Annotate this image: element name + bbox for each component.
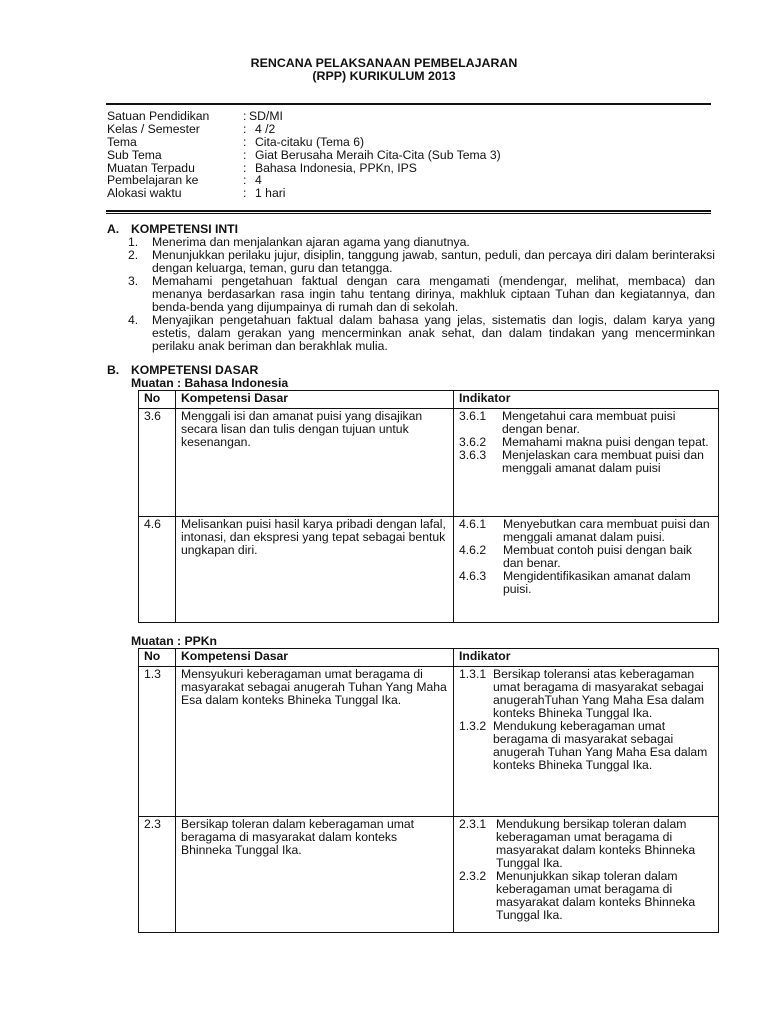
list-item — [128, 275, 715, 314]
divider-double-top — [106, 210, 711, 212]
list-item-text: Menunjukkan perilaku jujur, disiplin, tanggung jawab, santun, peduli, dan percaya diri dalam berinteraksi dengan keluarga, teman, guru dan tetangga. — [152, 248, 715, 275]
identity-key: Satuan Pendidikan — [107, 109, 210, 123]
cell-kompetensi-dasar: Mensyukuri keberagaman umat beragama di masyarakat sebagai anugerah Tuhan Yang Maha Esa dalam konteks Bhineka Tunggal Ika. — [176, 667, 454, 817]
list-item-number: 1. — [128, 235, 139, 249]
identity-value: 4 — [255, 173, 262, 188]
identity-value: Bahasa Indonesia, PPKn, IPS — [255, 160, 417, 175]
list-item-text: Menerima dan menjalankan ajaran agama yang dianutnya. — [152, 235, 470, 249]
indicator-number: 4.6.3 — [459, 569, 487, 583]
indicator-number: 4.6.2 — [459, 543, 487, 557]
table-header-row — [139, 649, 719, 667]
section-b-letter: B. — [107, 363, 120, 377]
identity-value: 4 /2 — [255, 121, 276, 136]
table-bahasa-indonesia — [138, 390, 719, 623]
section-a-letter: A. — [107, 222, 120, 236]
identity-colon: : — [243, 186, 247, 201]
indicator-number: 2.3.1 — [459, 817, 487, 831]
list-item-number: 3. — [128, 274, 139, 288]
identity-colon: : — [243, 121, 247, 136]
indicator-text: Menunjukkan sikap toleran dalam keberagaman umat beragama di masyarakat dalam konteks Bhinneka Tunggal Ika. — [496, 869, 696, 922]
identity-key: Alokasi waktu — [107, 186, 182, 201]
identity-value: Giat Berusaha Meraih Cita-Cita (Sub Tema 3) — [255, 147, 501, 162]
indicator-item — [459, 518, 713, 544]
cell-indikator — [454, 667, 719, 817]
cell-kompetensi-dasar: Bersikap toleran dalam keberagaman umat beragama di masyarakat dalam konteks Bhinneka Tunggal Ika. — [176, 817, 454, 933]
indicator-number: 4.6.1 — [459, 517, 487, 531]
indicator-number: 3.6.2 — [459, 435, 487, 449]
indicator-number: 3.6.3 — [459, 448, 487, 462]
cell-no: 3.6 — [139, 409, 176, 517]
section-b-title: KOMPETENSI DASAR — [131, 363, 259, 377]
indicator-text: Bersikap toleransi atas keberagaman umat beragama di masyarakat sebagai anugerahTuhan Yang Maha Esa dalam konteks Bhineka Tunggal Ika. — [493, 667, 705, 720]
identity-colon: : — [243, 147, 247, 162]
section-a-title: KOMPETENSI INTI — [131, 222, 238, 236]
list-item-number: 2. — [128, 248, 139, 262]
indicator-text: Membuat contoh puisi dengan baik dan benar. — [503, 543, 693, 570]
identity-key: Kelas / Semester — [107, 121, 200, 136]
identity-value: 1 hari — [255, 186, 286, 201]
cell-indikator — [454, 409, 719, 517]
indicator-text: Mengetahui cara membuat puisi dengan benar. — [502, 409, 676, 436]
identity-value: SD/MI — [249, 109, 283, 123]
cell-indikator — [454, 517, 719, 623]
identity-key: Muatan Terpadu — [107, 160, 195, 175]
indicator-text: Menjelaskan cara membuat puisi dan menggali amanat dalam puisi — [502, 448, 704, 475]
cell-indikator — [454, 817, 719, 933]
column-header-kd: Kompetensi Dasar — [176, 391, 454, 409]
indicator-text: Menyebutkan cara membuat puisi dan menggali amanat dalam puisi. — [503, 517, 710, 544]
indicator-text: Mendukung bersikap toleran dalam keberagaman umat beragama di masyarakat dalam konteks Bhinneka Tunggal Ika. — [496, 817, 696, 870]
list-item-text: Memahami pengetahuan faktual dengan cara mengamati (mendengar, melihat, membaca) dan menanya berdasarkan rasa ingin tahu tentang dirinya, makhluk ciptaan Tuhan dan kegiatannya, dan benda-benda yang dijumpainya di rumah dan di sekolah. — [152, 274, 715, 314]
column-header-indikator: Indikator — [454, 391, 719, 409]
identity-colon: : — [243, 134, 247, 149]
indicator-item — [459, 410, 713, 436]
indicator-text: Mendukung keberagaman umat beragama di masyarakat sebagai anugerah Tuhan Yang Maha Esa dalam konteks Bhineka Tunggal Ika. — [493, 719, 708, 772]
indicator-number: 3.6.1 — [459, 409, 487, 423]
identity-value: Cita-citaku (Tema 6) — [255, 134, 365, 149]
column-header-no: No — [139, 391, 176, 409]
identity-colon: : — [243, 109, 247, 123]
divider-double-bottom — [106, 213, 711, 214]
list-item — [128, 249, 715, 275]
indicator-number: 1.3.2 — [459, 719, 487, 733]
table-ppkn — [138, 648, 719, 933]
indicator-number: 2.3.2 — [459, 869, 487, 883]
identity-colon: : — [243, 160, 247, 175]
indicator-item — [459, 818, 713, 870]
muatan-ppkn-heading: Muatan : PPKn — [131, 634, 217, 648]
cell-no: 2.3 — [139, 817, 176, 933]
column-header-indikator: Indikator — [454, 649, 719, 667]
cell-no: 4.6 — [139, 517, 176, 623]
indicator-item — [459, 720, 713, 772]
indicator-item — [459, 544, 713, 570]
identity-key: Pembelajaran ke — [107, 173, 199, 188]
cell-no: 1.3 — [139, 667, 176, 817]
identity-key: Tema — [107, 134, 137, 149]
cell-kompetensi-dasar: Menggali isi dan amanat puisi yang disajikan secara lisan dan tulis dengan tujuan untuk kesenangan. — [176, 409, 454, 517]
indicator-number: 1.3.1 — [459, 667, 487, 681]
cell-kompetensi-dasar: Melisankan puisi hasil karya pribadi dengan lafal, intonasi, dan ekspresi yang tepat sebagai bentuk ungkapan diri. — [176, 517, 454, 623]
indicator-text: Memahami makna puisi dengan tepat. — [502, 435, 709, 449]
kompetensi-inti-list — [128, 236, 715, 353]
document-title: RENCANA PELAKSANAAN PEMBELAJARAN — [250, 56, 518, 70]
indicator-item — [459, 870, 713, 922]
table-row — [139, 667, 719, 817]
indicator-item — [459, 570, 713, 596]
table-row — [139, 817, 719, 933]
column-header-no: No — [139, 649, 176, 667]
identity-key: Sub Tema — [107, 147, 162, 162]
document-subtitle: (RPP) KURIKULUM 2013 — [312, 69, 456, 83]
indicator-item — [459, 449, 713, 475]
column-header-kd: Kompetensi Dasar — [176, 649, 454, 667]
table-row — [139, 517, 719, 623]
list-item — [128, 314, 715, 353]
table-header-row — [139, 391, 719, 409]
identity-colon: : — [243, 173, 247, 188]
table-row — [139, 409, 719, 517]
list-item-number: 4. — [128, 313, 139, 327]
indicator-item — [459, 668, 713, 720]
indicator-text: Mengidentifikasikan amanat dalam puisi. — [503, 569, 691, 596]
divider-top — [106, 103, 711, 105]
muatan-bahasa-heading: Muatan : Bahasa Indonesia — [131, 376, 289, 390]
list-item-text: Menyajikan pengetahuan faktual dalam bahasa yang jelas, sistematis dan logis, dalam karya yang estetis, dalam gerakan yang mencerminkan anak sehat, dan dalam tindakan yang mencerminkan perilaku anak beriman dan berakhlak mulia. — [152, 313, 715, 353]
